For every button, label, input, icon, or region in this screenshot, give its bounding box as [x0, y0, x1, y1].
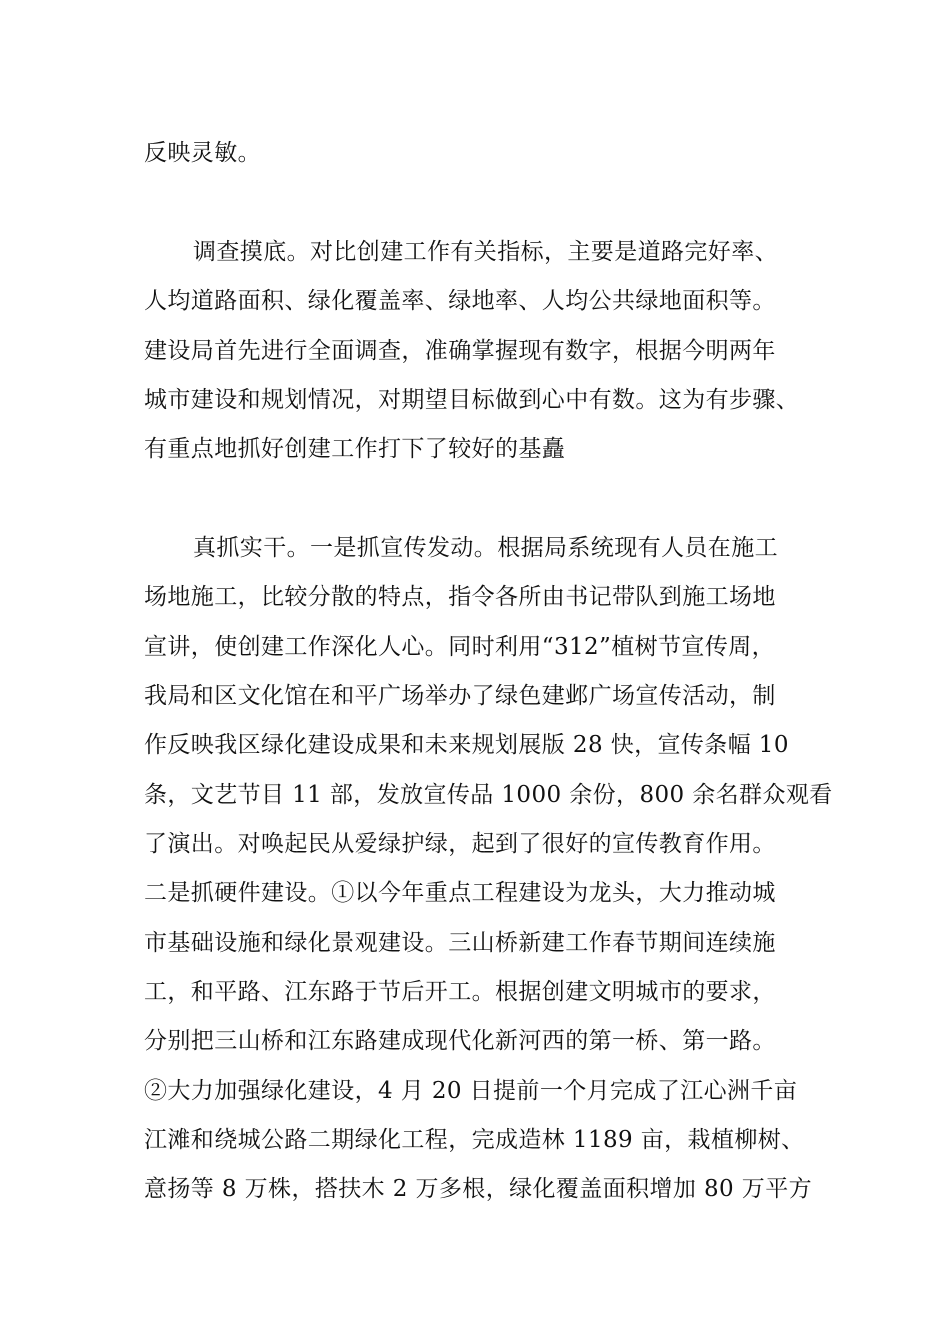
text-line: 城市建设和规划情况，对期望目标做到心中有数。这为有步骤、	[144, 387, 800, 413]
text-line: 二是抓硬件建设。①以今年重点工程建设为龙头，大力推动城	[144, 880, 776, 906]
text-line: ②大力加强绿化建设，4 月 20 日提前一个月完成了江心洲千亩	[144, 1078, 798, 1104]
text-line: 分别把三山桥和江东路建成现代化新河西的第一桥、第一路。	[144, 1028, 776, 1054]
text-line: 作反映我区绿化建设成果和未来规划展版 28 快，宣传条幅 10	[144, 732, 789, 758]
text-line: 市基础设施和绿化景观建设。三山桥新建工作春节期间连续施	[144, 930, 776, 956]
text-line: 真抓实干。一是抓宣传发动。根据局系统现有人员在施工	[193, 535, 778, 561]
text-line: 有重点地抓好创建工作打下了较好的基矗	[144, 436, 566, 462]
text-line: 我局和区文化馆在和平广场举办了绿色建邺广场宣传活动，制	[144, 683, 776, 709]
text-line: 建设局首先进行全面调查，准确掌握现有数字，根据今明两年	[144, 338, 776, 364]
text-line: 调查摸底。对比创建工作有关指标，主要是道路完好率、	[193, 239, 778, 265]
text-line: 江滩和绕城公路二期绿化工程，完成造林 1189 亩，栽植柳树、	[144, 1127, 805, 1153]
text-line: 场地施工，比较分散的特点，指令各所由书记带队到施工场地	[144, 584, 776, 610]
text-line: 条，文艺节目 11 部，发放宣传品 1000 余份，800 余名群众观看	[144, 782, 833, 808]
text-line: 反映灵敏。	[144, 140, 261, 166]
text-line: 宣讲，使创建工作深化人心。同时利用“312”植树节宣传周，	[144, 634, 776, 660]
text-line: 工，和平路、江东路于节后开工。根据创建文明城市的要求，	[144, 979, 776, 1005]
text-line: 意扬等 8 万株，搭扶木 2 万多根，绿化覆盖面积增加 80 万平方	[144, 1176, 812, 1202]
text-line: 人均道路面积、绿化覆盖率、绿地率、人均公共绿地面积等。	[144, 288, 776, 314]
text-line: 了演出。对唤起民从爱绿护绿，起到了很好的宣传教育作用。	[144, 831, 776, 857]
